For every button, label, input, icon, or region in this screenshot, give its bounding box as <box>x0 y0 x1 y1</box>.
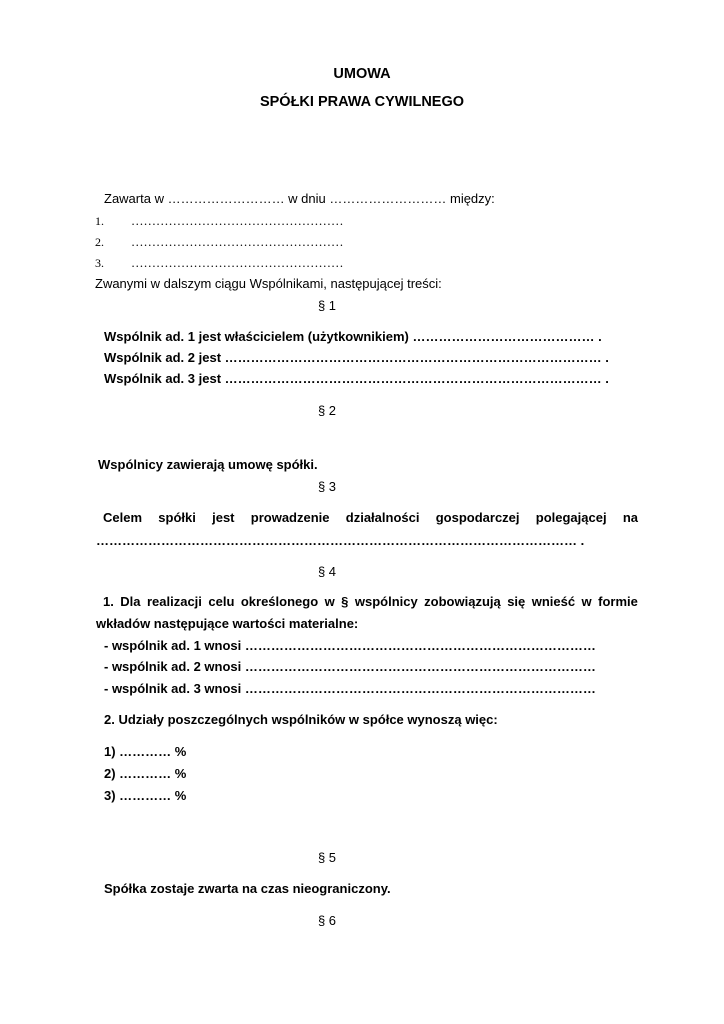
s4-p1-word: określonego <box>240 594 319 609</box>
party-3-blank: …………………………………………… <box>131 256 344 270</box>
s4-contribution-1: - wspólnik ad. 1 wnosi ……………………………………………………………………… <box>104 638 596 653</box>
s1-partner-1-line: Wspólnik ad. 1 jest właścicielem (użytkownikiem) …………………………………… . <box>104 329 602 344</box>
s4-share-3: 3) ………… % <box>104 788 187 803</box>
party-1-number: 1. <box>95 214 104 228</box>
party-2-number: 2. <box>95 235 104 249</box>
s3-word: działalności <box>345 510 420 525</box>
s4-contribution-2: - wspólnik ad. 2 wnosi ……………………………………………………………………… <box>104 659 596 674</box>
s2-text: Wspólnicy zawierają umowę spółki. <box>98 457 318 472</box>
s1-partner-3-line: Wspólnik ad. 3 jest …………………………………………………………………………… . <box>104 371 609 386</box>
s4-contribution-3: - wspólnik ad. 3 wnosi ……………………………………………………………………… <box>104 681 596 696</box>
party-3-number: 3. <box>95 256 104 270</box>
s4-p1-word: realizacji <box>146 594 202 609</box>
s3-word: prowadzenie <box>250 510 330 525</box>
s4-p1-word: wspólnicy <box>354 594 418 609</box>
s4-p1-word: Dla <box>120 594 141 609</box>
s3-word: jest <box>212 510 235 525</box>
s4-p1-word: w <box>581 594 592 609</box>
intro-concluded-line: Zawarta w ……………………… w dniu ……………………… między: <box>104 191 495 206</box>
s3-line-1 <box>103 510 638 526</box>
s4-p1-word: celu <box>208 594 235 609</box>
s4-p1-word: formie <box>598 594 638 609</box>
s4-share-2: 2) ………… % <box>104 766 187 781</box>
section-2-heading: § 2 <box>317 403 337 418</box>
s4-p1-line-1 <box>103 594 638 610</box>
s4-p1-line-2: wkładów następujące wartości materialne: <box>96 616 359 631</box>
s4-share-1: 1) ………… % <box>104 744 187 759</box>
section-1-heading: § 1 <box>317 298 337 313</box>
document-title: UMOWA <box>333 66 391 82</box>
s3-word: gospodarczej <box>435 510 520 525</box>
section-5-heading: § 5 <box>317 850 337 865</box>
s3-word: polegającej <box>535 510 607 525</box>
section-4-heading: § 4 <box>317 564 337 579</box>
document-subtitle: SPÓŁKI PRAWA CYWILNEGO <box>259 94 465 110</box>
s4-p1-word: wnieść <box>531 594 576 609</box>
s3-line-2: ………………………………………………………………………………………………… . <box>96 533 585 548</box>
section-3-heading: § 3 <box>317 479 337 494</box>
s4-p1-word: § <box>341 594 349 609</box>
s3-word: na <box>622 510 638 525</box>
s4-p1-word: w <box>324 594 335 609</box>
s3-word: Celem <box>103 510 143 525</box>
s4-p1-word: zobowiązują <box>424 594 501 609</box>
s4-p1-word: się <box>507 594 526 609</box>
party-1-blank: …………………………………………… <box>131 214 344 228</box>
party-2-blank: …………………………………………… <box>131 235 344 249</box>
s4-p1-word: 1. <box>103 594 114 609</box>
s3-word: spółki <box>158 510 196 525</box>
s1-partner-2-line: Wspólnik ad. 2 jest …………………………………………………………………………… . <box>104 350 609 365</box>
s5-text: Spółka zostaje zwarta na czas nieograniczony. <box>104 881 391 896</box>
intro-hereinafter: Zwanymi w dalszym ciągu Wspólnikami, następującej treści: <box>95 276 442 291</box>
s4-p2-text: 2. Udziały poszczególnych wspólników w spółce wynoszą więc: <box>104 712 498 727</box>
section-6-heading: § 6 <box>317 913 337 928</box>
